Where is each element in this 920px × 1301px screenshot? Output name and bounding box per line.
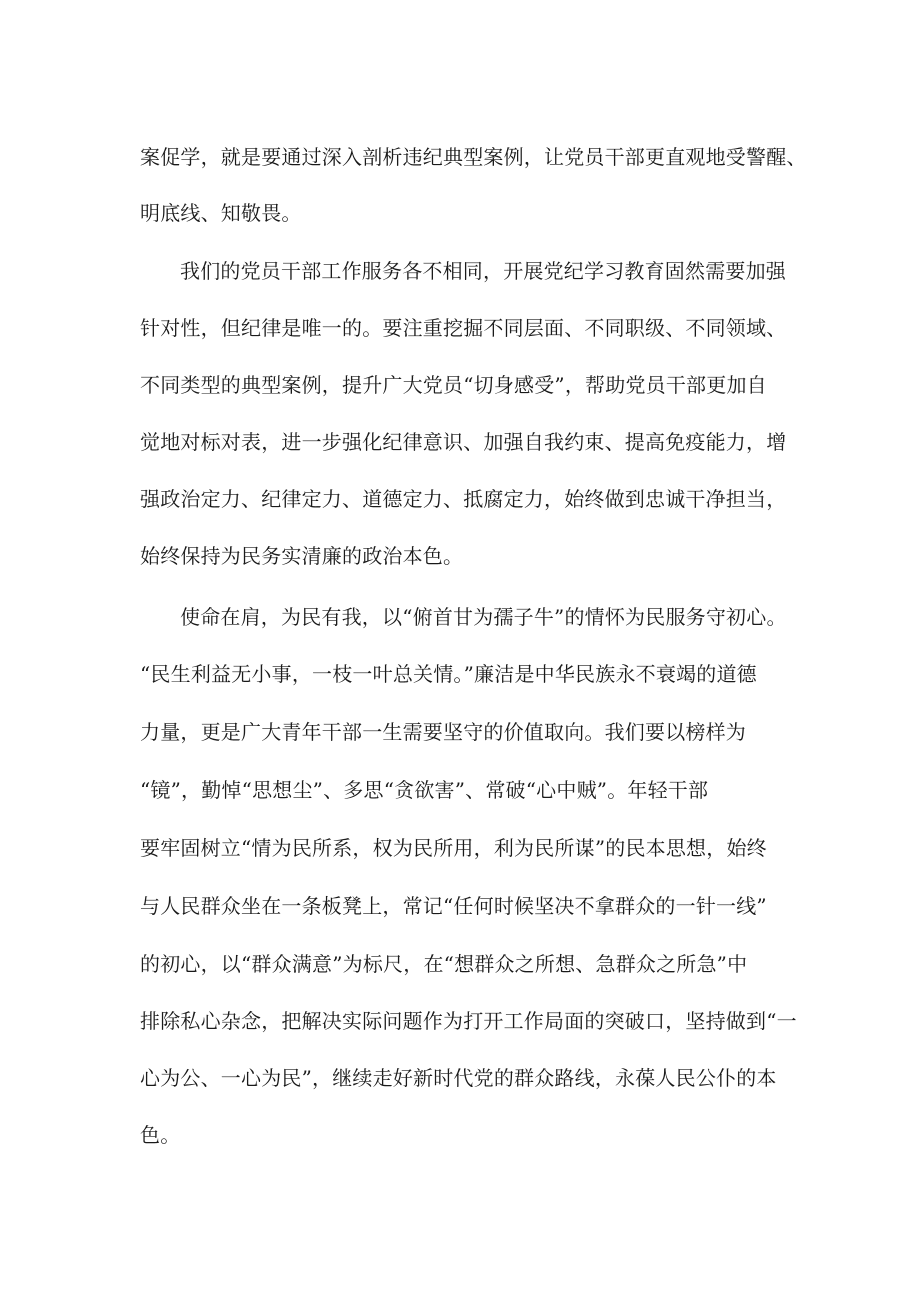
text-line: 明底线、知敬畏。	[140, 201, 302, 225]
text-line: 与人民群众坐在一条板凳上，常记“任何时候坚决不拿群众的一针一线”	[140, 894, 767, 918]
text-line: 排除私心杂念，把解决实际问题作为打开工作局面的突破口，坚持做到“一	[140, 1009, 797, 1033]
text-line: 我们的党员干部工作服务各不相同，开展党纪学习教育固然需要加强	[180, 259, 786, 283]
text-line: 针对性，但纪律是唯一的。要注重挖掘不同层面、不同职级、不同领域、	[140, 316, 787, 340]
text-line: 心为公、一心为民”，继续走好新时代党的群众路线，永葆人民公仆的本	[140, 1066, 777, 1090]
text-line: 使命在肩，为民有我，以“俯首甘为孺子牛”的情怀为民服务守初心。	[180, 605, 787, 629]
text-line: 觉地对标对表，进一步强化纪律意识、加强自我约束、提高免疫能力，增	[140, 430, 787, 454]
text-line: 色。	[140, 1123, 181, 1147]
text-line: 力量，更是广大青年干部一生需要坚守的价值取向。我们要以榜样为	[140, 720, 746, 744]
text-line: “民生利益无小事，一枝一叶总关情。”廉洁是中华民族永不衰竭的道德	[140, 662, 757, 686]
text-line: 案促学，就是要通过深入剖析违纪典型案例，让党员干部更直观地受警醒、	[140, 145, 807, 169]
text-line: 要牢固树立“情为民所系，权为民所用，利为民所谋”的民本思想，始终	[140, 836, 767, 860]
text-line: 强政治定力、纪律定力、道德定力、抵腐定力，始终做到忠诚干净担当，	[140, 487, 787, 511]
text-line: 的初心，以“群众满意”为标尺，在“想群众之所想、急群众之所急”中	[140, 952, 748, 976]
text-line: “镜”，勤悼“思想尘”、多思“贪欲害”、常破“心中贼”。年轻干部	[140, 778, 709, 802]
text-line: 始终保持为民务实清廉的政治本色。	[140, 544, 464, 568]
text-line: 不同类型的典型案例，提升广大党员“切身感受”，帮助党员干部更加自	[140, 373, 767, 397]
